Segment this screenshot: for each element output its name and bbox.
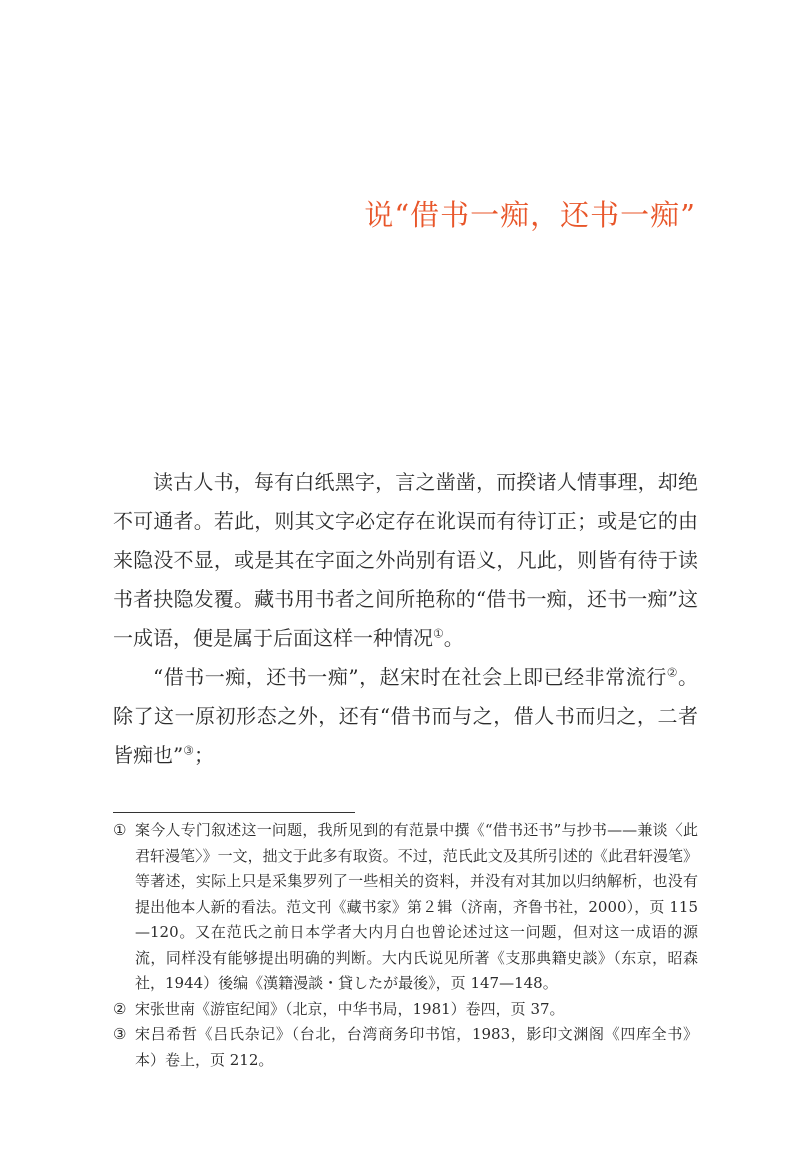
footnote-1 [113,818,698,997]
footnote-text: 宋吕希哲《吕氏杂记》（台北，台湾商务印书馆，1983，影印文渊阁《四库全书》本）卷上，页 212。 [135,1025,698,1069]
footnote-ref-2: ② [666,665,679,680]
paragraph-tail-2: ； [194,743,214,767]
footnote-2 [113,997,698,1023]
footnote-ref-3: ③ [183,743,194,758]
paragraph-text: “借书一痴，还书一痴”，赵宋时在社会上即已经非常流行 [153,665,667,689]
footnote-mark: ② [113,999,127,1018]
footnote-mark: ③ [113,1025,127,1043]
footnote-divider [113,812,355,813]
footnote-ref-1: ① [433,626,444,641]
paragraph-tail: 。除了这一原初形态之外，还有“借书而与之，借人书而归之，二者皆痴也” [113,665,699,767]
footnotes [113,818,698,1073]
page-title: 说“借书一痴，还书一痴” [364,198,696,232]
footnote-mark: ① [113,821,127,839]
paragraph-2 [113,658,698,775]
footnote-text: 宋张世南《游宦纪闻》（北京，中华书局，1981）卷四，页 37。 [135,999,565,1018]
footnote-text: 案今人专门叙述这一问题，我所见到的有范景中撰《“借书还书”与抄书——兼谈〈此君轩漫笔〉》一文，拙文于此多有取资。不过，范氏此文及其所引述的《此君轩漫笔》等著述，实际上只是采集罗列了一些相关的资料，并没有对其加以归纳解析，也没有提出他本人新的看法。范文刊《藏书家》第２辑（济南，齐鲁书社，2000），页 115—120。又在范氏之前日本学者大内月白也曾论述过这一问题，但对这一成语的源流，同样没有能够提出明确的判断。大内氏说见所著《支那典籍史談》（东京，昭森社，1944）後编《漢籍漫談・貸したが最後》，页 147—148。 [135,821,698,992]
paragraph-1 [113,463,698,658]
body-text [113,463,698,775]
footnote-3 [113,1022,698,1073]
paragraph-text: 读古人书，每有白纸黑字，言之凿凿，而揆诸人情事理，却绝不可通者。若此，则其文字必定存在讹误而有待订正；或是它的由来隐没不显，或是其在字面之外尚别有语义，凡此，则皆有待于读书者抉隐发覆。藏书用书者之间所艳称的“借书一痴，还书一痴”这一成语，便是属于后面这样一种情况 [113,470,698,650]
paragraph-tail: 。 [443,626,464,650]
